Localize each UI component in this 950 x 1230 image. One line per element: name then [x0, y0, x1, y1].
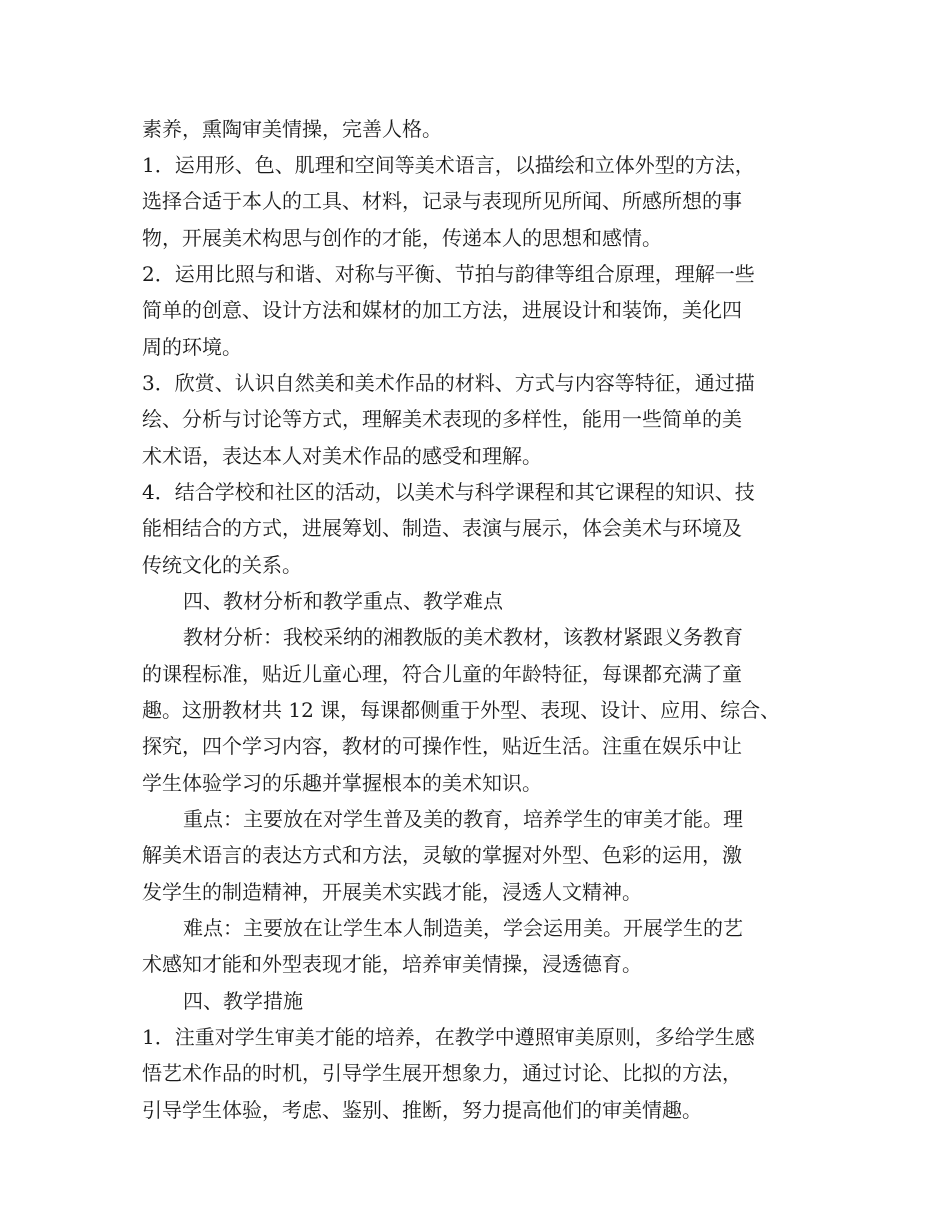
- text-line: 素养，熏陶审美情操，完善人格。: [142, 117, 442, 141]
- text-line: 绘、分析与讨论等方式，理解美术表现的多样性，能用一些简单的美: [142, 407, 742, 431]
- text-line: 物，开展美术构思与创作的才能，传递本人的思想和感情。: [142, 226, 662, 250]
- text-line: 4．结合学校和社区的活动，以美术与科学课程和其它课程的知识、技: [142, 480, 755, 504]
- text-line: 1．注重对学生审美才能的培养，在教学中遵照审美原则，多给学生感: [142, 1025, 755, 1049]
- text-line: 学生体验学习的乐趣并掌握根本的美术知识。: [142, 771, 542, 795]
- text-line: 术术语，表达本人对美术作品的感受和理解。: [142, 444, 542, 468]
- text-line: 的课程标准，贴近儿童心理，符合儿童的年龄特征，每课都充满了童: [142, 662, 742, 686]
- text-line: 重点：主要放在对学生普及美的教育，培养学生的审美才能。理: [183, 807, 743, 831]
- text-line: 3．欣赏、认识自然美和美术作品的材料、方式与内容等特征，通过描: [142, 371, 755, 395]
- text-line: 趣。这册教材共 12 课，每课都侧重于外型、表现、设计、应用、综合、: [142, 698, 781, 722]
- text-line: 术感知才能和外型表现才能，培养审美情操，浸透德育。: [142, 952, 642, 976]
- section-heading: 四、教材分析和教学重点、教学难点: [183, 589, 503, 613]
- text-line: 悟艺术作品的时机，引导学生展开想象力，通过讨论、比拟的方法，: [142, 1061, 742, 1085]
- text-line: 能相结合的方式，进展筹划、制造、表演与展示，体会美术与环境及: [142, 516, 742, 540]
- text-line: 2．运用比照与和谐、对称与平衡、节拍与韵律等组合原理，理解一些: [142, 262, 755, 286]
- text-line: 探究，四个学习内容，教材的可操作性，贴近生活。注重在娱乐中让: [142, 734, 742, 758]
- text-line: 选择合适于本人的工具、材料，记录与表现所见所闻、所感所想的事: [142, 189, 742, 213]
- text-line: 周的环境。: [142, 335, 242, 359]
- text-line: 发学生的制造精神，开展美术实践才能，浸透人文精神。: [142, 880, 642, 904]
- section-heading: 四、教学措施: [183, 989, 303, 1013]
- text-line: 教材分析：我校采纳的湘教版的美术教材，该教材紧跟义务教育: [183, 625, 743, 649]
- text-line: 解美术语言的表达方式和方法，灵敏的掌握对外型、色彩的运用，激: [142, 843, 742, 867]
- text-line: 简单的创意、设计方法和媒材的加工方法，进展设计和装饰，美化四: [142, 298, 742, 322]
- text-line: 引导学生体验，考虑、鉴别、推断，努力提高他们的审美情趣。: [142, 1098, 702, 1122]
- text-line: 传统文化的关系。: [142, 553, 302, 577]
- text-line: 1．运用形、色、肌理和空间等美术语言，以描绘和立体外型的方法，: [142, 153, 755, 177]
- text-line: 难点：主要放在让学生本人制造美，学会运用美。开展学生的艺: [183, 916, 743, 940]
